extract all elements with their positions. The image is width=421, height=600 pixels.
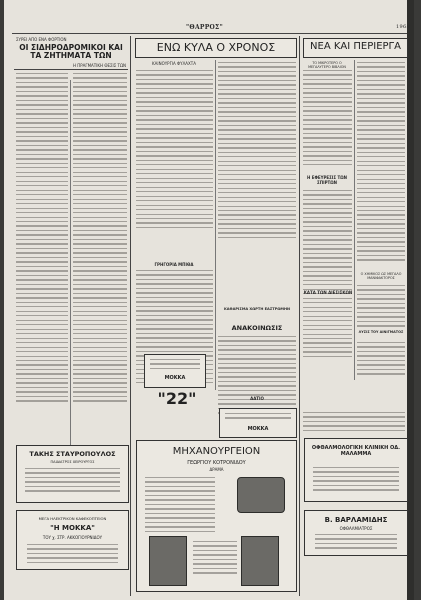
ad-mekhanourgeion-lines-a [145,477,215,535]
col2-text-a [136,70,213,231]
col3-text-b [303,190,352,360]
col2-sub3: ΚΑΘΑΡΙΣΜΑ ΧΩΡΤΗ ΕΑΣΤΡΩΜΗΝ [223,307,291,311]
ad-varlamidis [304,510,408,556]
top-rule [12,33,407,34]
col3-text-c [357,62,405,264]
col2-text-d [218,336,296,417]
col3-sub4: Ο ΧΗΜΙΚΟΣ ΩΣ ΜΕΓΑΛΟ ΜΑΝΙΦΑΚΤΟΡΟΣ [360,272,402,280]
ad-ophthalmology [304,438,408,502]
col2-sub1: ΚΑΙΝΟΥΡΓΙΑ ΦΥΛΑΧΤΑ [152,61,196,66]
ad-mokka-small [144,354,206,388]
col1-kicker: ΣΥΡΕΙ ΑΠΟ ΕΝΑ ΦΟΡΤΙΟΝ [16,37,67,42]
ad-takis-sub: ΠΑΙΔΙΑΤΡΟΣ ΧΕΙΡΟΥΡΓΟΣ [50,460,95,464]
ad-ophthalmology-lines [313,467,399,494]
col3-sub3: ΚΑΤΑ ΤΩΝ ΔΙΕΣΙΣΚΩΝ [303,290,353,295]
column-rule-3a [354,60,355,380]
col3-text-f [303,412,405,434]
ad-mokka-small-lines [150,359,200,372]
column-rule-2 [299,36,300,596]
col2-anakoinoseis: ΑΝΑΚΟΙΝΩΣΙΣ [231,324,283,332]
col1-headline: ΟΙ ΣΙΔΗΡΟΔΡΟΜΙΚΟΙ ΚΑΙ ΤΑ ΖΗΤΗΜΑΤΑ ΤΩΝ [19,43,123,60]
col3-headline-box [303,38,408,58]
col2-aatio: ΑΑΤΙΟ [250,396,264,401]
ad-22: "22" [157,389,197,408]
ad-mokka-box-name: "Η ΜΟΚΚΑ" [50,524,95,532]
ad-mokka-2-name: ΜΟΚΚΑ [247,426,269,432]
ad-mokka-box-title: ΜΕΓΑ ΗΛΕΚΤΡΙΚΟΝ ΚΑΦΕΚΟΠΤΕΙΟΝ [38,516,107,521]
ad-mokka-box-lines [27,544,118,566]
col3-sub5: ΛΥΣΙΣ ΤΟΥ ΑΙΝΙΓΜΑΤΟΣ [358,330,404,334]
col3-text-a [303,70,352,169]
page-shadow-edge [407,0,414,600]
col2-text-c [218,62,296,241]
col2-headline-box [135,38,297,58]
machine-illustration-2 [149,536,187,586]
col3-text-e [357,342,405,378]
col3-sub1: ΤΟ ΜΙΚΡΟΤΕΡΟ Ο ΜΕΓΑΛΥΤΕΡΟ ΒΙΒΛΙΟΝ [308,61,346,69]
ad-mokka-box [16,510,129,570]
column-rule-2a [215,60,216,390]
machine-illustration-1 [237,477,285,513]
col1-text-b [73,73,127,405]
ad-mekhanourgeion-owner: ΓΕΩΡΓΙΟΥ ΚΟΤΡΟΝΙΔΟΥ [187,460,246,466]
col2-headline: ΕΝΩ ΚΥΛΑ Ο ΧΡΟΝΟΣ [156,41,276,54]
ad-mekhanourgeion-city: ΔΡΑΜΑ [209,467,224,472]
newspaper-page [4,0,414,600]
ad-mekhanourgeion-title: ΜΗΧΑΝΟΥΡΓΕΙΟΝ [172,446,261,457]
ad-mekhanourgeion-lines-b [193,541,237,577]
col2-sub2: ΓΡΗΓΟΡΙΑ ΜΠΙΘΑ [154,262,194,267]
ad-mokka-2 [219,408,297,438]
ad-mekhanourgeion [136,440,297,592]
page-number: 1968 [396,24,410,30]
ad-mokka-2-lines [225,413,291,422]
col3-sub2: Η ΕΦΕΥΡΕΣΙΣ ΤΩΝ ΣΠΙΡΤΩΝ [307,175,347,185]
ad-varlamidis-lines [315,534,397,552]
ad-varlamidis-title: Β. ΒΑΡΛΑΜΙΔΗΣ [324,516,388,524]
ad-mokka-small-name: ΜΟΚΚΑ [164,375,186,381]
ad-ophthalmology-title: ΟΦΘΑΛΜΟΛΟΓΙΚΗ ΚΛΙΝΙΚΗ ΟΔ. ΜΑΛΑΜΜΑ [311,445,401,457]
col1-text-a [16,73,68,405]
column-rule-1 [130,36,131,596]
col3-headline: ΝΕΑ ΚΑΙ ΠΕΡΙΕΡΓΑ [310,41,401,52]
ad-takis-lines [25,468,120,495]
col3-text-d [357,285,405,330]
col1-rule [14,69,128,70]
column-rule-1a [70,80,71,445]
ad-mokka-box-owner: ΤΟΥ χ. ΣΤΡ. ΑΚΚΟΓΙΟΥΡΝΙΔΟΥ [42,535,103,540]
ad-varlamidis-sub: ΟΦΘΑΛΜΙΑΤΡΟΣ [339,526,373,531]
ad-takis-title: ΤΑΚΗΣ ΣΤΑΥΡΟΠΟΥΛΟΣ [29,450,116,458]
masthead-title: "ΘΑΡΡΟΣ" [186,24,224,31]
col1-subhead: Η ΠΡΑΓΜΑΤΙΚΗ ΘΕΣΙΣ ΤΩΝ [72,63,126,68]
ad-takis [16,445,129,503]
machine-illustration-3 [241,536,279,586]
